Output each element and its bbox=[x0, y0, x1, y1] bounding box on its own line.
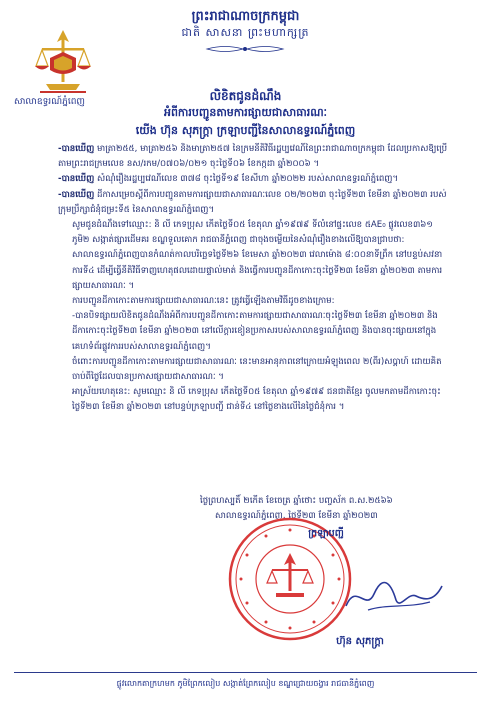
paragraph-seen-1 bbox=[58, 142, 453, 172]
header-ornament bbox=[205, 44, 285, 54]
document-body bbox=[58, 142, 453, 416]
national-motto: ជាតិ សាសនា ព្រះមហាក្សត្រ bbox=[181, 26, 310, 39]
document-title: លិខិតជូនដំណឹង bbox=[209, 89, 282, 103]
seen-label: -បានឃើញ bbox=[58, 189, 95, 200]
seen-label: -បានឃើញ bbox=[58, 174, 95, 185]
paragraph-hearing-date: សាលាឧទ្ធរណ៍ភ្នំពេញបានកំណត់កាលបរិច្ឆេទថ្ងៃទី២៦ ខែមេសា ឆ្នាំ២០២៣ វេលាម៉ោង ៨:០០នាទីព្រឹក នៅបន្ទប់សវនាការទី៤ ដើម្បីធ្វើនីតិវិធីទាញហេតុផលដោយផ្ទាល់មាត់ និងធ្វើការបញ្ជូនដីកាកោះចុះថ្ងៃទី២៣ ខែមីនា ឆ្នាំ២០២៣ តាមការផ្សាយសាធារណៈ ។ bbox=[72, 250, 443, 291]
place-and-date: សាលាឧទ្ធរណ៍ភ្នំពេញ, ថ្ងៃទី២៣ ខែមីនា ឆ្នាំ២០២៣ bbox=[215, 511, 378, 521]
paragraph-seen-2 bbox=[58, 172, 453, 187]
court-emblem-icon bbox=[32, 28, 94, 96]
signer-name: ហ៊ុន សុភក្ត្រា bbox=[336, 636, 384, 647]
lunar-date: ថ្ងៃព្រហស្បតិ៍ ២កើត ខែចេត្រ ឆ្នាំថោះ បញ្ចស័ក ព.ស.២៥៦៦ bbox=[200, 496, 393, 506]
document-subject: អំពីការបញ្ជូនតាមការផ្សាយជាសាធារណៈ bbox=[163, 106, 328, 119]
paragraph-method-intro: ការបញ្ជូនដីកាកោះតាមការផ្សាយជាសាធារណៈនេះ ត្រូវធ្វើឡើងតាមវិធីដូចខាងក្រោម: bbox=[72, 296, 335, 307]
handwritten-signature bbox=[338, 572, 448, 622]
paragraph-seen-3 bbox=[58, 188, 453, 218]
paragraph-notice-recipient: សូមជូនដំណឹងទៅឈ្មោះ: និ លី កេទប្រុស កើតថ្ងៃទី០៥ ខែតុលា ឆ្នាំ១៩៧៩ ទីលំនៅផ្ទះលេខ ៥AE₀ ផ្លូវលេខ៣៦១ ភូមិ២ សង្កាត់ផ្សារដើមគរ ខណ្ឌទួលគោក រាជធានីភ្នំពេញ ជាចុងចម្លើយនៃសំណុំរឿងខាងលើឱ្យបានជ្រាបថា: bbox=[72, 220, 433, 246]
court-name: សាលាឧទ្ធរណ៍ភ្នំពេញ bbox=[14, 97, 85, 107]
footer-address: ផ្លូវលោកតាក្រហមក ភូមិព្រែកលៀប សង្កាត់ព្រែកលៀប ខណ្ឌជ្រោយចង្វារ រាជធានីភ្នំពេញ bbox=[116, 679, 375, 688]
paragraph-text: មាត្រា២៥៥, មាត្រា២៥៦ និងមាត្រា២៥៧ នៃក្រមនីតិវិធីរដ្ឋប្បវេណីនៃព្រះរាជាណាចក្រកម្ពុជា ដែលប្រកាសឱ្យប្រើតាមព្រះរាជក្រមលេខ នស/រកម/០៧០៦/០២១ ចុះថ្ងៃទី០៦ ខែកក្កដា ឆ្នាំ២០០៦ ។ bbox=[58, 144, 448, 170]
paragraph-text: ដីកាសម្រេចស្តីពីការបញ្ជូនតាមការផ្សាយជាសាធារណៈលេខ ០២/២០២៣ ចុះថ្ងៃទី២៣ ខែមីនា ឆ្នាំ២០២៣ របស់ក្រុមប្រឹក្សាជំនុំជម្រះទី៥ នៃសាលាឧទ្ធរណ៍ភ្នំពេញ។ bbox=[58, 189, 447, 215]
seen-label: -បានឃើញ bbox=[58, 144, 95, 154]
footer-divider bbox=[14, 672, 477, 673]
issuer-line: យើង ហ៊ុន សុភក្ត្រា ក្រឡាបញ្ជីនៃសាលាឧទ្ធរណ៍ភ្នំពេញ bbox=[135, 124, 356, 137]
signer-role: ក្រឡាបញ្ជី bbox=[308, 528, 344, 539]
paragraph-method-detail: -បានបិទផ្សាយលិខិតជូនដំណឹងអំពីការបញ្ជូនដីកាកោះតាមការផ្សាយជាសាធារណៈចុះថ្ងៃទី២៣ ខែមីនា ឆ្នាំ២០២៣ និងដីកាកោះចុះថ្ងៃទី២៣ ខែមីនា ឆ្នាំ២០២៣ នៅលើក្តារខៀនប្រកាសរបស់សាលាឧទ្ធរណ៍ភ្នំពេញ និងបានចុះផ្សាយនៅក្នុងគេហទំព័រផ្លូវការរបស់សាលាឧទ្ធរណ៍ភ្នំពេញ។ bbox=[72, 311, 438, 352]
kingdom-title: ព្រះរាជាណាចក្រកម្ពុជា bbox=[191, 9, 300, 24]
paragraph-text: សំណុំរឿងរដ្ឋប្បវេណីលេខ ៣៧៨ ចុះថ្ងៃទី១៩ ខែសីហា ឆ្នាំ២០២២ របស់សាលាឧទ្ធរណ៍ភ្នំពេញ។ bbox=[94, 174, 399, 185]
paragraph-effect: ចំពោះការបញ្ជូនដីកាកោះតាមការផ្សាយជាសាធារណៈ នេះមានអានុភាពនៅក្រោយអំឡុងពេល ២(ពីរ)សប្តាហ៍ ដោយគិតចាប់ពីថ្ងៃដែលបានប្រកាសផ្សាយជាសាធារណៈ ។ bbox=[72, 356, 442, 383]
paragraph-conclusion: អាស្រ័យហេតុនេះ: សូមឈ្មោះ និ លី កេទប្រុស កើតថ្ងៃទី០៥ ខែតុលា ឆ្នាំ១៩៧៩ ជនជាតិខ្មែរ ចូលមកតាមដីកាកោះចុះថ្ងៃទី២៣ ខែមីនា ឆ្នាំ២០២៣ នៅបន្ទប់ក្រឡាបញ្ជី ជាន់ទី៤ នៅថ្ងៃខាងលើនៃថ្ងៃជំនុំការ ។ bbox=[72, 387, 441, 413]
